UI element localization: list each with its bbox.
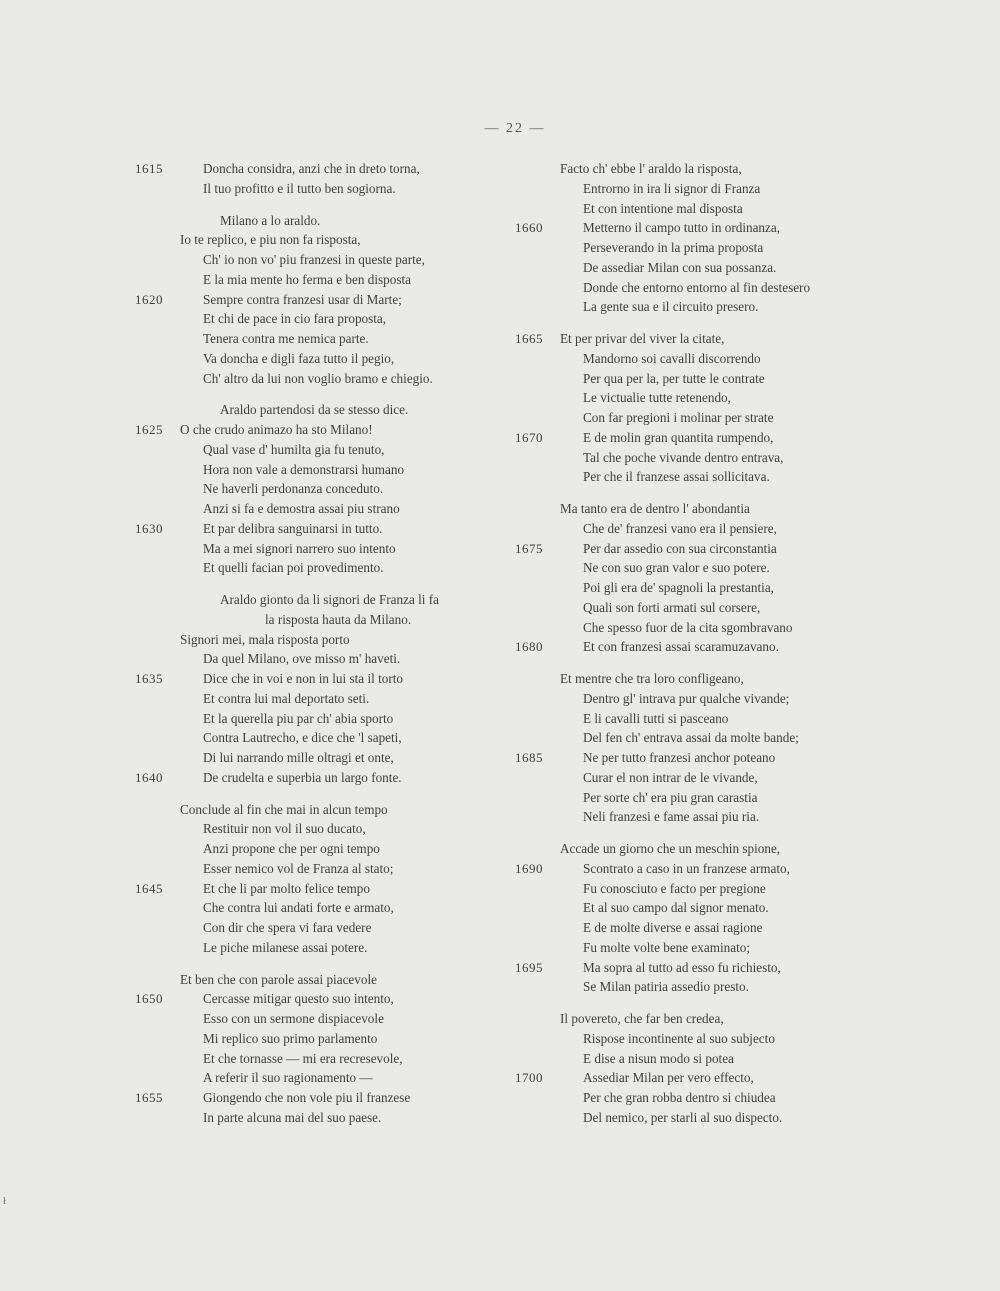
verse-text: Per sorte ch' era piu gran carastia bbox=[583, 789, 758, 805]
verse-line bbox=[110, 420, 530, 440]
verse-line bbox=[110, 859, 530, 879]
verse-text: La gente sua e il circuito presero. bbox=[583, 299, 759, 315]
verse-text: Et ben che con parole assai piacevole bbox=[180, 971, 377, 987]
verse-line bbox=[110, 329, 530, 349]
verse-line bbox=[510, 748, 890, 768]
verse-line bbox=[110, 709, 530, 729]
verse-line bbox=[110, 1029, 530, 1049]
verse-line bbox=[510, 689, 890, 709]
verse-text: Doncha considra, anzi che in dreto torna, bbox=[203, 161, 420, 176]
verse-line bbox=[510, 329, 890, 349]
stanza-gap bbox=[510, 827, 890, 839]
verse-text: Contra Lautrecho, e dice che 'l sapeti, bbox=[203, 730, 402, 746]
verse-line bbox=[510, 1068, 890, 1088]
verse-text: Et per privar del viver la citate, bbox=[560, 331, 725, 346]
verse-line bbox=[110, 800, 530, 820]
verse-line bbox=[110, 519, 530, 539]
verse-text: Sempre contra franzesi usar di Marte; bbox=[203, 291, 402, 307]
line-number: 1620 bbox=[135, 291, 163, 307]
verse-text: Conclude al fin che mai in alcun tempo bbox=[180, 801, 388, 817]
verse-text: Mandorno soi cavalli discorrendo bbox=[583, 350, 761, 366]
verse-line bbox=[510, 938, 890, 958]
verse-text: Donde che entorno entorno al fin destesero bbox=[583, 279, 811, 295]
section-heading-line bbox=[110, 590, 530, 610]
verse-line bbox=[510, 408, 890, 428]
verse-line bbox=[110, 938, 530, 958]
verse-line bbox=[510, 388, 890, 408]
verse-line bbox=[510, 879, 890, 899]
verse-text: A referir il suo ragionamento — bbox=[203, 1070, 373, 1086]
verse-text: Ne haverli perdonanza conceduto. bbox=[203, 481, 384, 497]
verse-text: Tenera contra me nemica parte. bbox=[203, 331, 369, 346]
verse-text: Restituir non vol il suo ducato, bbox=[203, 821, 366, 837]
verse-text: Poi gli era de' spagnoli la prestantia, bbox=[583, 580, 774, 595]
verse-line bbox=[510, 499, 890, 519]
verse-text: Se Milan patiria assedio presto. bbox=[583, 979, 749, 995]
verse-line bbox=[110, 649, 530, 669]
verse-line bbox=[510, 1108, 890, 1128]
verse-text: Et la querella piu par ch' abia sporto bbox=[203, 710, 394, 726]
verse-text: Dentro gl' intrava pur qualche vivande; bbox=[583, 690, 790, 706]
section-heading-text: la risposta hauta da Milano. bbox=[265, 611, 412, 627]
verse-text: Per qua per la, per tutte le contrate bbox=[583, 370, 765, 386]
verse-line bbox=[510, 278, 890, 298]
verse-line bbox=[510, 159, 890, 179]
line-number: 1640 bbox=[135, 769, 163, 785]
verse-text: Facto ch' ebbe l' araldo la risposta, bbox=[560, 161, 742, 176]
verse-text: Qual vase d' humilta gia fu tenuto, bbox=[203, 441, 385, 457]
verse-text: Et che tornasse — mi era recresevole, bbox=[203, 1050, 403, 1066]
verse-line bbox=[510, 898, 890, 918]
line-number: 1670 bbox=[515, 429, 543, 445]
verse-line bbox=[510, 349, 890, 369]
verse-line bbox=[510, 238, 890, 258]
verse-line bbox=[110, 558, 530, 578]
verse-text: Con dir che spera vi fara vedere bbox=[203, 920, 372, 935]
line-number: 1700 bbox=[515, 1070, 543, 1086]
right-column bbox=[510, 159, 890, 1128]
verse-line bbox=[510, 728, 890, 748]
verse-line bbox=[510, 958, 890, 978]
stanza-gap bbox=[110, 958, 530, 970]
verse-line bbox=[510, 519, 890, 539]
verse-text: Le piche milanese assai potere. bbox=[203, 939, 368, 955]
margin-mark: ł bbox=[3, 1195, 7, 1207]
verse-text: Giongendo che non vole piu il franzese bbox=[203, 1090, 411, 1105]
verse-line bbox=[510, 669, 890, 689]
verse-text: Et al suo campo dal signor menato. bbox=[583, 900, 769, 916]
left-column bbox=[110, 159, 530, 1128]
verse-line bbox=[510, 467, 890, 487]
verse-text: Curar el non intrar de le vivande, bbox=[583, 769, 758, 785]
verse-line bbox=[110, 539, 530, 559]
verse-line bbox=[510, 1009, 890, 1029]
line-number: 1660 bbox=[515, 220, 543, 236]
verse-line bbox=[110, 918, 530, 938]
verse-text: Le victualie tutte retenendo, bbox=[583, 390, 731, 406]
verse-line bbox=[110, 898, 530, 918]
verse-line bbox=[510, 637, 890, 657]
verse-text: De crudelta e superbia un largo fonte. bbox=[203, 769, 402, 785]
verse-text: Che de' franzesi vano era il pensiere, bbox=[583, 520, 777, 536]
verse-line bbox=[110, 1068, 530, 1088]
line-number: 1680 bbox=[515, 639, 543, 655]
verse-text: Anzi si fa e demostra assai piu strano bbox=[203, 501, 400, 516]
verse-line bbox=[110, 728, 530, 748]
verse-text: Anzi propone che per ogni tempo bbox=[203, 841, 380, 856]
verse-text: Signori mei, mala risposta porto bbox=[180, 631, 350, 647]
verse-line bbox=[110, 748, 530, 768]
verse-text: Et con franzesi assai scaramuzavano. bbox=[583, 639, 779, 655]
verse-line bbox=[110, 479, 530, 499]
verse-text: Da quel Milano, ove misso m' haveti. bbox=[203, 651, 401, 667]
verse-text: Esso con un sermone dispiacevole bbox=[203, 1011, 384, 1026]
verse-line bbox=[510, 807, 890, 827]
verse-line bbox=[110, 349, 530, 369]
verse-text: Con far pregioni i molinar per strate bbox=[583, 410, 774, 425]
verse-line bbox=[110, 630, 530, 650]
verse-text: Che contra lui andati forte e armato, bbox=[203, 900, 394, 916]
verse-text: Ma a mei signori narrero suo intento bbox=[203, 540, 396, 556]
verse-text: Ch' io non vo' piu franzesi in queste parte, bbox=[203, 252, 425, 267]
verse-text: Et che li par molto felice tempo bbox=[203, 880, 370, 896]
verse-line bbox=[510, 297, 890, 317]
verse-line bbox=[110, 270, 530, 290]
line-number: 1665 bbox=[515, 331, 543, 346]
verse-text: O che crudo animazo ha sto Milano! bbox=[180, 422, 373, 437]
verse-text: In parte alcuna mai del suo paese. bbox=[203, 1109, 382, 1125]
verse-line bbox=[510, 578, 890, 598]
verse-text: Entrorno in ira li signor di Franza bbox=[583, 180, 761, 196]
verse-line bbox=[110, 689, 530, 709]
verse-line bbox=[110, 1009, 530, 1029]
verse-line bbox=[110, 290, 530, 310]
verse-text: Per dar assedio con sua circonstantia bbox=[583, 540, 777, 556]
verse-text: Il povereto, che far ben credea, bbox=[560, 1011, 724, 1026]
verse-line bbox=[510, 977, 890, 997]
verse-line bbox=[110, 669, 530, 689]
verse-line bbox=[110, 230, 530, 250]
verse-line bbox=[510, 1088, 890, 1108]
verse-line bbox=[510, 598, 890, 618]
verse-text: E la mia mente ho ferma e ben disposta bbox=[203, 271, 411, 287]
verse-text: Che spesso fuor de la cita sgombravano bbox=[583, 619, 793, 635]
verse-text: Dice che in voi e non in lui sta il torto bbox=[203, 671, 403, 686]
stanza-gap bbox=[510, 997, 890, 1009]
line-number: 1655 bbox=[135, 1090, 163, 1105]
stanza-gap bbox=[510, 487, 890, 499]
verse-text: Et chi de pace in cio fara proposta, bbox=[203, 311, 387, 327]
verse-text: Ma sopra al tutto ad esso fu richiesto, bbox=[583, 959, 781, 975]
section-heading-text: Araldo gionto da li signori de Franza li fa bbox=[220, 592, 440, 607]
line-number: 1690 bbox=[515, 860, 543, 876]
stanza-gap bbox=[110, 788, 530, 800]
verse-line bbox=[510, 788, 890, 808]
verse-line bbox=[110, 989, 530, 1009]
line-number: 1675 bbox=[515, 540, 543, 556]
verse-text: Cercasse mitigar questo suo intento, bbox=[203, 991, 394, 1007]
verse-text: Fu molte volte bene examinato; bbox=[583, 939, 751, 955]
stanza-gap bbox=[110, 199, 530, 211]
verse-text: Et mentre che tra loro confligeano, bbox=[560, 671, 744, 686]
verse-line bbox=[110, 879, 530, 899]
line-number: 1635 bbox=[135, 671, 163, 686]
verse-line bbox=[110, 970, 530, 990]
verse-line bbox=[510, 839, 890, 859]
verse-line bbox=[110, 819, 530, 839]
verse-line bbox=[110, 499, 530, 519]
verse-line bbox=[110, 250, 530, 270]
verse-line bbox=[510, 179, 890, 199]
verse-text: Io te replico, e piu non fa risposta, bbox=[180, 232, 361, 248]
verse-line bbox=[510, 558, 890, 578]
line-number: 1645 bbox=[135, 880, 163, 896]
verse-line bbox=[510, 768, 890, 788]
verse-text: Et contra lui mal deportato seti. bbox=[203, 690, 370, 706]
verse-text: E de molte diverse e assai ragione bbox=[583, 920, 763, 935]
verse-text: Hora non vale a demonstrarsi humano bbox=[203, 461, 405, 477]
verse-line bbox=[110, 839, 530, 859]
verse-text: Scontrato a caso in un franzese armato, bbox=[583, 860, 790, 876]
verse-text: Rispose incontinente al suo subjecto bbox=[583, 1030, 775, 1046]
line-number: 1650 bbox=[135, 991, 163, 1007]
verse-text: Ne con suo gran valor e suo potere. bbox=[583, 560, 770, 576]
verse-line bbox=[110, 440, 530, 460]
verse-text: Accade un giorno che un meschin spione, bbox=[560, 841, 781, 856]
verse-line bbox=[110, 179, 530, 199]
verse-line bbox=[510, 369, 890, 389]
verse-line bbox=[510, 859, 890, 879]
verse-line bbox=[110, 159, 530, 179]
verse-text: E li cavalli tutti si pasceano bbox=[583, 710, 729, 726]
line-number: 1625 bbox=[135, 422, 163, 437]
verse-line bbox=[510, 709, 890, 729]
verse-text: Per che il franzese assai sollicitava. bbox=[583, 469, 770, 485]
section-heading-line bbox=[110, 400, 530, 420]
verse-text: Il tuo profitto e il tutto ben sogiorna. bbox=[203, 180, 396, 196]
stanza-gap bbox=[510, 657, 890, 669]
verse-text: Per che gran robba dentro si chiudea bbox=[583, 1090, 776, 1105]
verse-text: Mi replico suo primo parlamento bbox=[203, 1030, 378, 1046]
verse-text: Del nemico, per starli al suo dispecto. bbox=[583, 1109, 783, 1125]
verse-line bbox=[110, 369, 530, 389]
section-heading-text: Araldo partendosi da se stesso dice. bbox=[220, 402, 409, 418]
verse-text: Et par delibra sanguinarsi in tutto. bbox=[203, 520, 383, 536]
verse-line bbox=[510, 618, 890, 638]
verse-line bbox=[510, 218, 890, 238]
verse-text: Di lui narrando mille oltragi et onte, bbox=[203, 750, 394, 765]
verse-text: Assediar Milan per vero effecto, bbox=[583, 1070, 754, 1086]
verse-text: Ma tanto era de dentro l' abondantia bbox=[560, 501, 750, 516]
verse-line bbox=[510, 1029, 890, 1049]
line-number: 1685 bbox=[515, 750, 543, 765]
verse-text: Ne per tutto franzesi anchor poteano bbox=[583, 750, 776, 765]
verse-text: Ch' altro da lui non voglio bramo e chiegio. bbox=[203, 370, 433, 386]
verse-text: E dise a nisun modo si potea bbox=[583, 1050, 734, 1066]
verse-line bbox=[510, 1049, 890, 1069]
page-number: — 22 — bbox=[484, 121, 546, 136]
verse-text: Neli franzesi e fame assai piu ria. bbox=[583, 809, 760, 825]
line-number: 1615 bbox=[135, 161, 163, 176]
verse-text: Del fen ch' entrava assai da molte bande; bbox=[583, 730, 799, 746]
section-heading-text: Milano a lo araldo. bbox=[220, 212, 321, 228]
verse-line bbox=[110, 460, 530, 480]
verse-text: E de molin gran quantita rumpendo, bbox=[583, 429, 774, 445]
verse-line bbox=[510, 199, 890, 219]
stanza-gap bbox=[510, 317, 890, 329]
verse-line bbox=[110, 1108, 530, 1128]
verse-text: Et con intentione mal disposta bbox=[583, 200, 743, 216]
line-number: 1695 bbox=[515, 959, 543, 975]
stanza-gap bbox=[110, 388, 530, 400]
stanza-gap bbox=[110, 578, 530, 590]
verse-text: Esser nemico vol de Franza al stato; bbox=[203, 860, 394, 876]
verse-line bbox=[110, 768, 530, 788]
verse-line bbox=[510, 448, 890, 468]
verse-line bbox=[110, 1088, 530, 1108]
verse-line bbox=[510, 258, 890, 278]
verse-text: Tal che poche vivande dentro entrava, bbox=[583, 449, 784, 465]
verse-text: Fu conosciuto e facto per pregione bbox=[583, 880, 766, 896]
verse-line bbox=[510, 918, 890, 938]
verse-line bbox=[110, 1049, 530, 1069]
verse-line bbox=[510, 539, 890, 559]
verse-text: De assediar Milan con sua possanza. bbox=[583, 259, 777, 275]
verse-text: Metterno il campo tutto in ordinanza, bbox=[583, 220, 781, 236]
verse-line bbox=[510, 428, 890, 448]
verse-text: Va doncha e digli faza tutto il pegio, bbox=[203, 350, 395, 366]
verse-text: Perseverando in la prima proposta bbox=[583, 240, 764, 255]
verse-line bbox=[110, 309, 530, 329]
verse-text: Et quelli facian poi provedimento. bbox=[203, 560, 384, 576]
verse-text: Quali son forti armati sul corsere, bbox=[583, 599, 761, 615]
section-heading-line bbox=[110, 211, 530, 231]
section-heading-line bbox=[110, 610, 530, 630]
line-number: 1630 bbox=[135, 520, 163, 536]
